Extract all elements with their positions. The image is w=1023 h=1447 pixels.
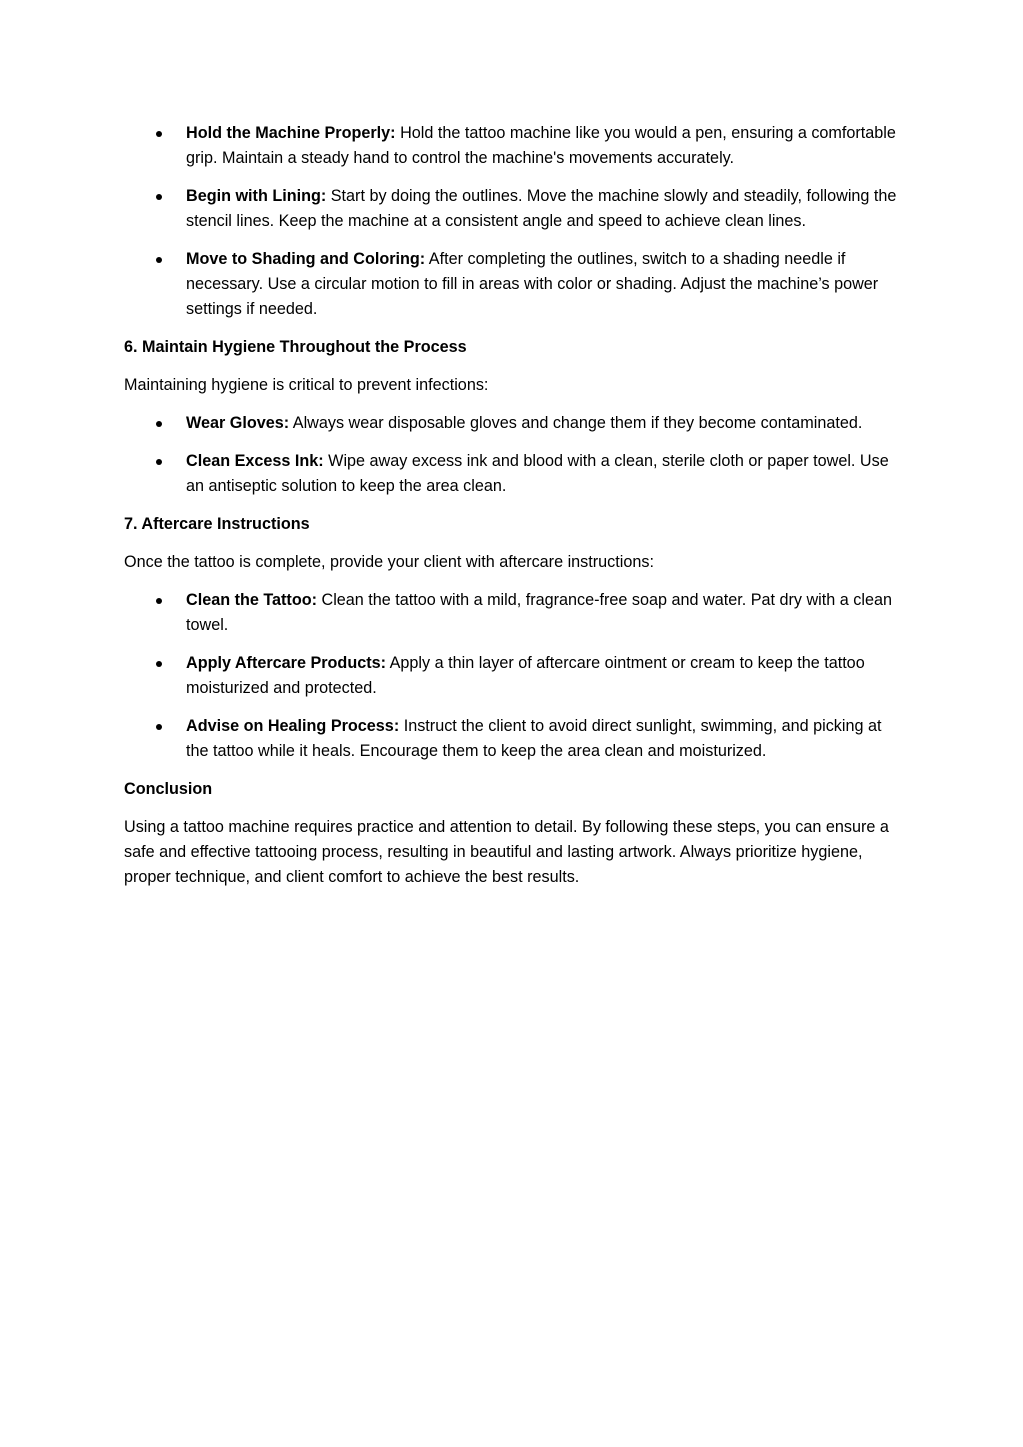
list-item-text: Hold the tattoo machine like you would a pen, ensuring a comfortable grip. Maintain a steady hand to control the machine's movements accurately. [186, 124, 896, 167]
bullet-icon [156, 131, 162, 137]
list-item-term: Move to Shading and Coloring: [186, 250, 426, 268]
list-item [124, 449, 902, 499]
list-item [124, 714, 902, 764]
section-intro: Maintaining hygiene is critical to prevent infections: [124, 376, 489, 394]
aftercare-list [124, 588, 902, 764]
section-heading: 6. Maintain Hygiene Throughout the Process [124, 338, 467, 356]
list-item [124, 121, 902, 171]
technique-list [124, 121, 902, 322]
list-item [124, 651, 902, 701]
list-item-text: Instruct the client to avoid direct sunlight, swimming, and picking at the tattoo while it heals. Encourage them to keep the area clean and moisturized. [186, 717, 882, 760]
list-item [124, 588, 902, 638]
list-item-term: Wear Gloves: [186, 414, 290, 432]
bullet-icon [156, 194, 162, 200]
hygiene-list [124, 411, 902, 499]
bullet-icon [156, 724, 162, 730]
list-item-term: Advise on Healing Process: [186, 717, 400, 735]
bullet-icon [156, 421, 162, 427]
list-item [124, 247, 902, 322]
list-item [124, 411, 902, 436]
list-item-term: Clean Excess Ink: [186, 452, 324, 470]
bullet-icon [156, 257, 162, 263]
list-item-term: Clean the Tattoo: [186, 591, 317, 609]
list-item-term: Hold the Machine Properly: [186, 124, 396, 142]
section-intro: Once the tattoo is complete, provide your client with aftercare instructions: [124, 553, 654, 571]
document-page [124, 121, 902, 903]
bullet-icon [156, 598, 162, 604]
list-item-text: Start by doing the outlines. Move the machine slowly and steadily, following the stencil lines. Keep the machine at a consistent angle and speed to achieve clean lines. [186, 187, 897, 230]
list-item-text: Clean the tattoo with a mild, fragrance-free soap and water. Pat dry with a clean towel. [186, 591, 892, 634]
bullet-icon [156, 661, 162, 667]
bullet-icon [156, 459, 162, 465]
section-heading: 7. Aftercare Instructions [124, 515, 310, 533]
list-item-term: Apply Aftercare Products: [186, 654, 386, 672]
list-item-text: Always wear disposable gloves and change them if they become contaminated. [289, 414, 863, 432]
list-item-text: Wipe away excess ink and blood with a clean, sterile cloth or paper towel. Use an antiseptic solution to keep the area clean. [186, 452, 889, 495]
list-item-text: After completing the outlines, switch to a shading needle if necessary. Use a circular motion to fill in areas with color or shading. Adjust the machine’s power settings if needed. [186, 250, 879, 318]
conclusion-text: Using a tattoo machine requires practice and attention to detail. By following these steps, you can ensure a safe and effective tattooing process, resulting in beautiful and lasting artwork. Always prioritize hygiene, proper technique, and client comfort to achieve the best results. [124, 818, 889, 886]
list-item-term: Begin with Lining: [186, 187, 327, 205]
conclusion-heading: Conclusion [124, 780, 213, 798]
list-item [124, 184, 902, 234]
list-item-text: Apply a thin layer of aftercare ointment or cream to keep the tattoo moisturized and protected. [186, 654, 865, 697]
